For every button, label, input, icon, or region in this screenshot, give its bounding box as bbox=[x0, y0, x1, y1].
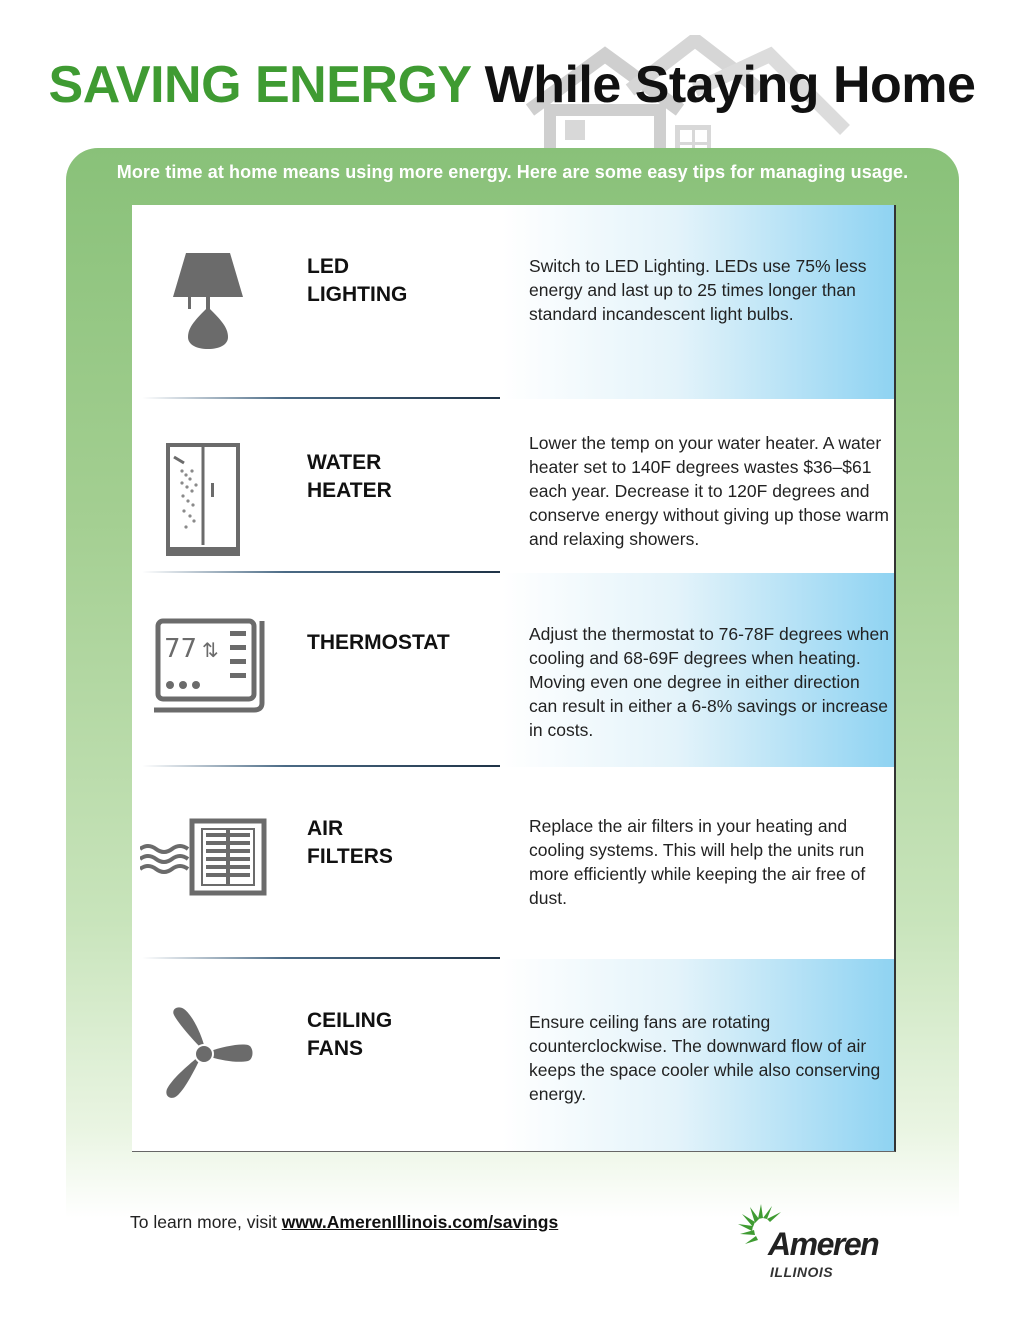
logo-sub: ILLINOIS bbox=[770, 1264, 834, 1280]
tip-description: Adjust the thermostat to 76-78F degrees when cooling and 68-69F degrees when heating. Moving even one degree in either direction can result in either a 6-8% savings or increase in costs. bbox=[529, 624, 889, 740]
tip-description: Switch to LED Lighting. LEDs use 75% less energy and last up to 25 times longer than standard incandescent light bulbs. bbox=[529, 256, 867, 324]
tip-label: AIR FILTERS bbox=[307, 817, 393, 868]
tip-description: Replace the air filters in your heating and cooling systems. This will help the units run more efficiently while keeping the air free of dust. bbox=[529, 816, 866, 908]
tip-row-ceiling-fans bbox=[132, 959, 894, 1151]
logo-name: Ameren bbox=[768, 1226, 879, 1262]
tip-row-thermostat bbox=[132, 573, 894, 767]
tip-label: CEILING FANS bbox=[307, 1009, 393, 1060]
tip-row-water-heater bbox=[132, 399, 894, 573]
title-green: SAVING ENERGY bbox=[48, 56, 471, 114]
tip-row-air-filters bbox=[132, 767, 894, 959]
lamp-icon bbox=[140, 251, 270, 351]
savings-link[interactable]: www.AmerenIllinois.com/savings bbox=[281, 1212, 559, 1232]
tip-label: LED LIGHTING bbox=[307, 255, 408, 306]
tips-card bbox=[132, 205, 896, 1152]
tip-description: Lower the temp on your water heater. A water heater set to 140F degrees wastes $36–$61 each year. Decrease it to 120F degrees and conserve energy without giving up those warm and relaxing showers. bbox=[529, 433, 889, 549]
ceiling-fan-icon bbox=[140, 1001, 270, 1111]
intro-text: More time at home means using more energy. Here are some easy tips for managing usage. bbox=[116, 162, 909, 182]
thermostat-icon bbox=[140, 617, 270, 717]
ameren-logo bbox=[736, 1204, 896, 1284]
air-filter-icon bbox=[140, 815, 270, 899]
tip-label: THERMOSTAT bbox=[307, 631, 450, 654]
footer-text bbox=[130, 1212, 558, 1233]
tip-row-led-lighting bbox=[132, 205, 894, 399]
svg-text:⇅: ⇅ bbox=[202, 638, 219, 662]
shower-icon bbox=[140, 441, 270, 561]
footer-prefix: To learn more, visit bbox=[130, 1212, 282, 1232]
title-black: While Staying Home bbox=[484, 56, 976, 114]
page-title bbox=[0, 58, 1024, 113]
tip-description: Ensure ceiling fans are rotating counterclockwise. The downward flow of air keeps the space cooler while also conserving energy. bbox=[529, 1012, 881, 1104]
tip-label: WATER HEATER bbox=[307, 451, 392, 502]
thermostat-display: 77 bbox=[164, 634, 198, 664]
